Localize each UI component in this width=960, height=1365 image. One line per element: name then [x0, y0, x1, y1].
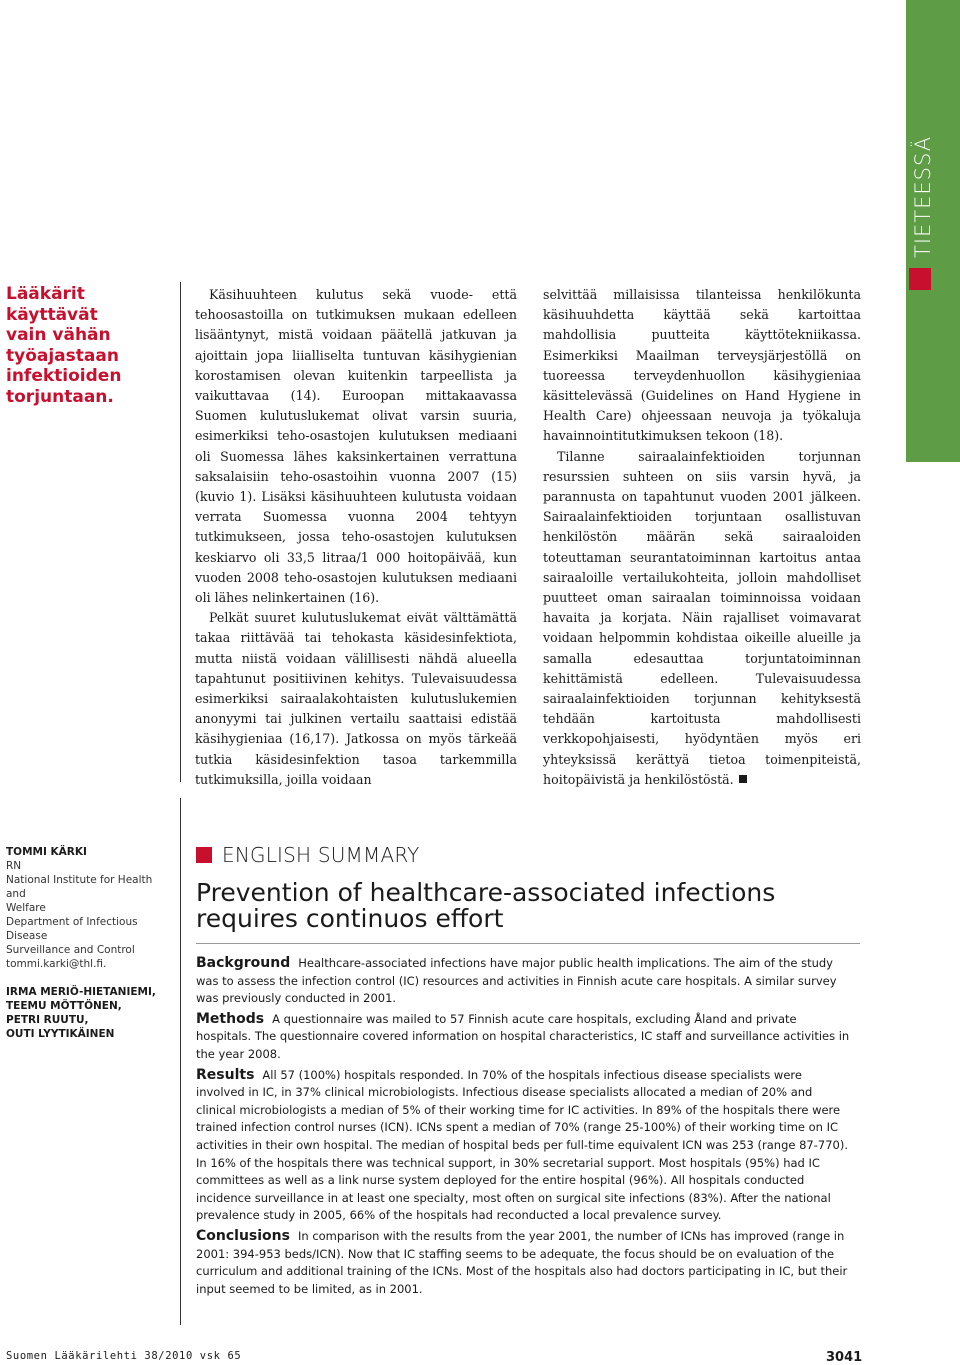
- article-paragraph: Pelkät suuret kulutuslukemat eivät välttämättä takaa riittävää tai tehokasta käsidesinfektiota, mutta niistä voidaan välillisesti nähdä alueella tapahtunut positiivinen kehitys. Tulevaisuudessa esimerkiksi sairaalakohtaisten kulutuslukemien anonyymi tai julkinen vertailu saattaisi edistää käsihygieniaa (16,17). Jatkossa on myös tärkeää tutkia käsidesinfektion tasoa tarkemmilla tutkimuksilla, joilla voidaan: [195, 610, 517, 787]
- author-affiliation: Welfare: [6, 902, 46, 914]
- coauthor-line: IRMA MERIÖ-HIETANIEMI,: [6, 986, 156, 998]
- conclusions-heading: Conclusions: [196, 1227, 290, 1244]
- article-column-left: [195, 285, 517, 790]
- end-mark: [739, 775, 747, 783]
- summary-label: ENGLISH SUMMARY: [222, 843, 420, 867]
- summary-title-line: requires continuos effort: [196, 904, 504, 933]
- author-name: TOMMI KÄRKI: [6, 846, 87, 858]
- coauthor-line: PETRI RUUTU,: [6, 1014, 89, 1026]
- page-number: 3041: [826, 1350, 863, 1365]
- conclusions-text: In comparison with the results from the year 2001, the number of ICNs has improved (range in 2001: 394-953 beds/ICN). Now that IC staffing seems to be adequate, the focus should be on evaluation of the curriculum and additional training of the ICNs. Most of the hospitals also had doctors participating in IC, but their input seemed to be limited, as in 2001.: [196, 1228, 848, 1296]
- summary-header: [196, 843, 420, 867]
- methods-text: A questionnaire was mailed to 57 Finnish acute care hospitals, excluding Åland and private hospitals. The questionnaire covered information on hospital characteristics, IC staff and surveillance activities in the year 2008.: [196, 1011, 850, 1061]
- summary-results: [196, 1067, 854, 1225]
- author-affiliation: Department of Infectious Disease: [6, 916, 138, 942]
- journal-footer: Suomen Lääkärilehti 38/2010 vsk 65: [6, 1350, 242, 1362]
- article-paragraph: [543, 447, 861, 790]
- author-title: RN: [6, 860, 22, 872]
- column-divider: [180, 282, 181, 782]
- author-affiliation: National Institute for Health and: [6, 874, 153, 900]
- summary-divider: [196, 943, 860, 944]
- section-tab-marker: [909, 268, 931, 290]
- pull-quote-line: työajastaan: [6, 345, 119, 366]
- summary-title: [196, 880, 856, 932]
- methods-heading: Methods: [196, 1010, 265, 1027]
- background-heading: Background: [196, 955, 291, 971]
- pull-quote-line: käyttävät: [6, 304, 98, 325]
- coauthor-line: TEEMU MÖTTÖNEN,: [6, 1000, 122, 1012]
- background-text: Healthcare-associated infections have major public health implications. The aim of the study was to assess the infection control (IC) resources and activities in Finnish acute care hospitals. A similar survey was previously conducted in 2001.: [196, 956, 837, 1006]
- summary-marker: [196, 847, 212, 863]
- summary-conclusions: [196, 1228, 854, 1298]
- author-affiliation: Surveillance and Control: [6, 944, 135, 956]
- pull-quote-line: torjuntaan.: [6, 386, 114, 407]
- article-paragraph-text: Tilanne sairaalainfektioiden torjunnan resurssien suhteen on siis varsin hyvä, ja parannusta on tapahtunut vuoden 2001 jälkeen. Sairaalainfektioiden torjuntaan osallistuvan henkilöstön määrän sekä sairaaloiden toteuttaman seurantatoiminnan kartoitus antaa sairaaloille vertailukohteita, jolloin mahdolliset puutteet oman sairaalan toiminnoissa voidaan havaita ja korjata. Näin rajalliset voimavarat voidaan helpommin kohdistaa oikeille alueille ja samalla edesauttaa torjuntatoiminnan kehittämistä edelleen. Tulevaisuudessa sairaalainfektioiden torjunnan kehityksestä tehdään kartoitusta mahdollisesti verkkopohjaisesti, hyödyntäen myös eri yhteyksissä kerättyä tietoa toimenpiteistä, hoitopäivistä ja henkilöstöstä.: [543, 448, 861, 787]
- results-text: All 57 (100%) hospitals responded. In 70% of the hospitals infectious disease specialists were involved in IC, in 37% clinical microbiologists. Infectious disease specialists allocated a median of 20% and clinical microbiologists a median of 5% of their working time for IC activities. In 89% of the hospitals there were trained infection control nurses (ICN). ICNs spent a median of 70% (range 25-100%) of their working time on IC activities in their own hospital. The median of hospital beds per full-time equivalent ICN was 253 (range 87-770). In 16% of the hospitals there was technical support, in 30% secretarial support. Most hospitals (95%) had IC committees as well as a link nurse system deployed for the entire hospital (96%). All hospitals conducted incidence surveillance in at least one specialty, most often on surgical site infections (83%). After the national prevalence study in 2005, 66% of the hospitals had reconducted a local prevalence survey.: [196, 1067, 848, 1223]
- author-email[interactable]: tommi.karki@thl.fi.: [6, 958, 107, 970]
- pull-quote-line: vain vähän: [6, 325, 111, 345]
- pull-quote: [6, 284, 156, 407]
- section-tab-label: TIETEESSÄ: [911, 135, 935, 258]
- coauthor-line: OUTI LYYTIKÄINEN: [6, 1028, 115, 1040]
- pull-quote-line: infektioiden: [6, 366, 122, 386]
- article-paragraph: selvittää millaisissa tilanteissa henkilökunta käsihuuhdetta käyttää sekä kartoittaa mahdollisia puutteita käyttötekniikassa. Esimerkiksi Maailman terveysjärjestöllä on tuoreessa terveydenhuollon käsihygieniaa käsittelevässä (Guidelines on Hand Hygiene in Health Care) ohjeessaan neuvoja ja työkaluja havainnointitutkimuksen tekoon (18).: [543, 287, 861, 444]
- article-column-right: [543, 285, 861, 790]
- summary-title-line: Prevention of healthcare-associated infections: [196, 878, 776, 907]
- coauthors: [6, 985, 171, 1041]
- results-heading: Results: [196, 1066, 255, 1083]
- article-paragraph: Käsihuuhteen kulutus sekä vuode- että tehoosastoilla on tutkimuksen mukaan edelleen lisääntynyt, mistä voidaan päätellä jatkuvan ja ajoittain jopa liialliselta tuntuvan käsihygienian korostamisen olevan kuitenkin tarpeellista ja vaikuttavaa (14). Euroopan mittakaavassa Suomen kulutuslukemat olivat varsin suuria, esimerkiksi teho-osastojen kulutuksen mediaani oli Suomessa lähes kaksinkertainen verrattuna saksalaisiin teho-osastoihin vuonna 2007 (15) (kuvio 1). Lisäksi käsihuuhteen kulutusta voidaan verrata Suomessa vuonna 2004 tehtyyn tutkimukseen, jossa teho-osastojen kulutuksen keskiarvo oli 33,5 litraa/1 000 hoitopäivää, kun vuoden 2008 teho-osastojen kulutuksen mediaani oli lähes nelinkertainen (16).: [195, 287, 517, 606]
- summary-background: [196, 955, 854, 1008]
- pull-quote-line: Lääkärit: [6, 284, 85, 304]
- author-block: [6, 846, 171, 1041]
- summary-methods: [196, 1011, 854, 1064]
- column-divider: [180, 798, 181, 1325]
- summary-body: [196, 955, 854, 1301]
